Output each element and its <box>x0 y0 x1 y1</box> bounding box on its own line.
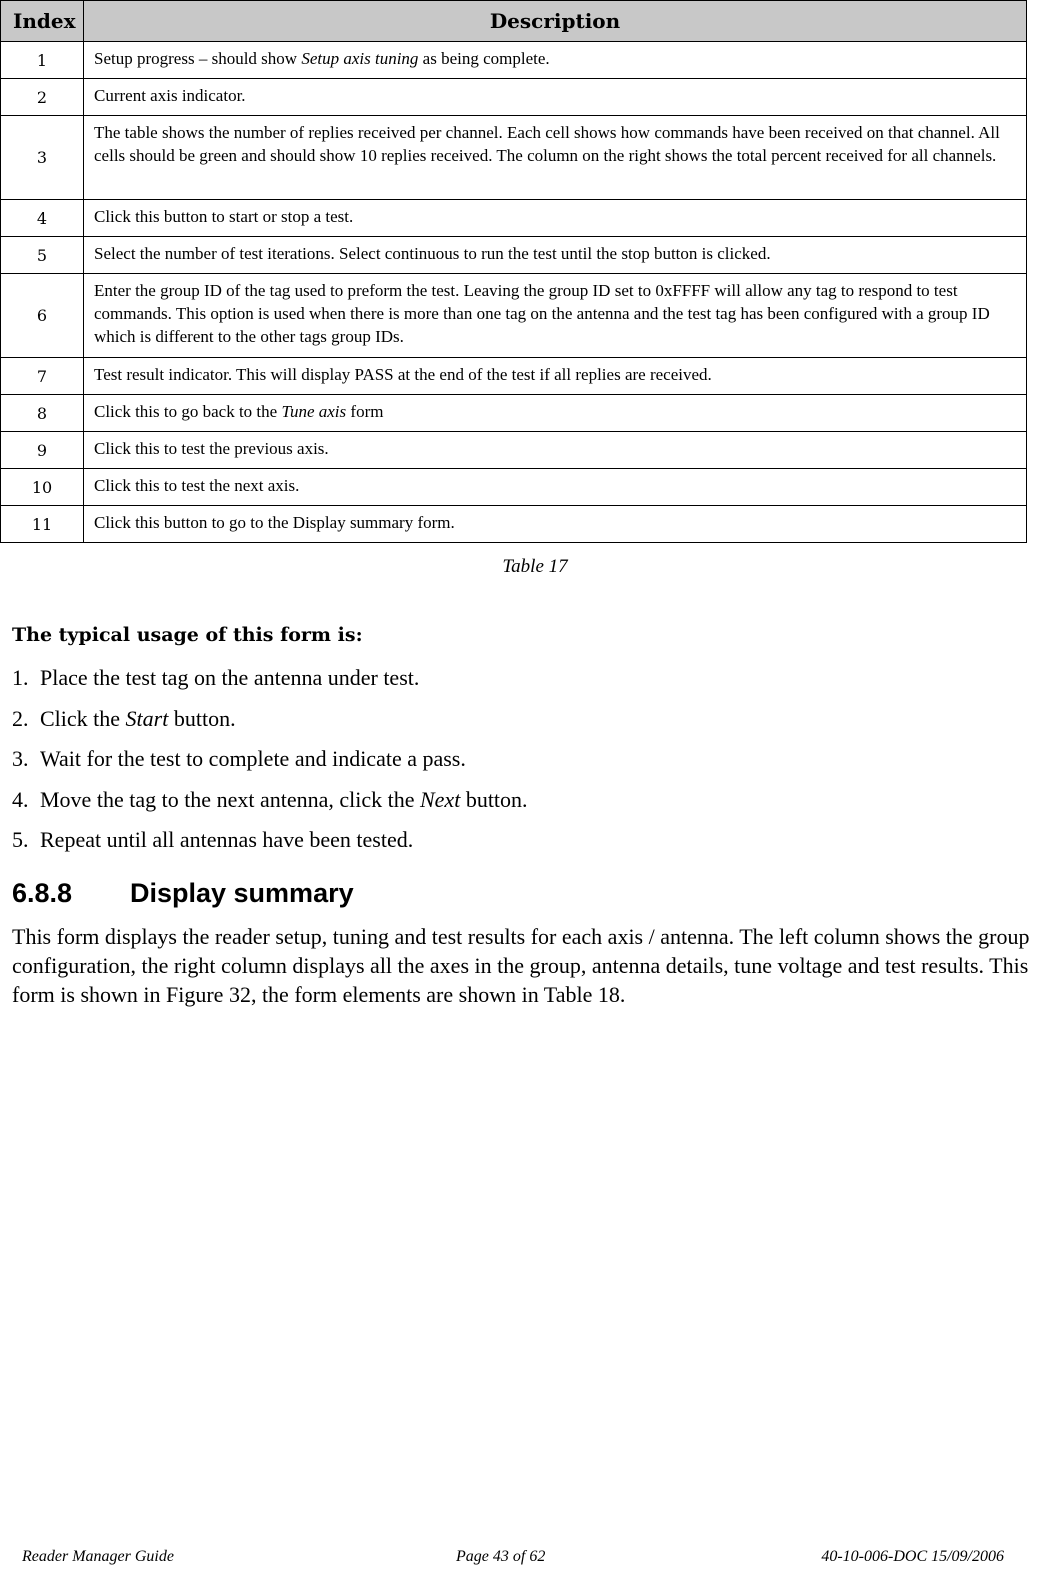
table-row <box>1 237 1027 274</box>
list-item <box>12 745 528 786</box>
section-title: Display summary <box>130 878 354 908</box>
row-description: Click this to test the next axis. <box>84 469 1027 506</box>
section-body: This form displays the reader setup, tuning and test results for each axis / antenna. The left column shows the group configuration, the right column displays all the axes in the group, antenna details, tune voltage and test results. This form is shown in Figure 32, the form elements are shown in Table 18. <box>12 924 1030 1007</box>
footer-doc-title: Reader Manager Guide <box>22 1548 174 1565</box>
row-index: 1 <box>1 42 84 79</box>
table-header-row <box>1 1 1027 42</box>
description-column-header: Description <box>84 1 1027 42</box>
row-index: 10 <box>1 469 84 506</box>
row-description: The table shows the number of replies received per channel. Each cell shows how commands have been received on that channel. All cells should be green and should show 10 replies received. The column on the right shows the total percent received for all channels. <box>84 116 1027 200</box>
form-elements-table <box>0 0 1027 543</box>
footer-page-number: Page 43 of 62 <box>456 1548 546 1565</box>
table-row <box>1 395 1027 432</box>
table-row <box>1 274 1027 358</box>
row-description: Select the number of test iterations. Select continuous to run the test until the stop button is clicked. <box>84 237 1027 274</box>
row-description: Test result indicator. This will display PASS at the end of the test if all replies are received. <box>84 358 1027 395</box>
row-description: Enter the group ID of the tag used to preform the test. Leaving the group ID set to 0xFFFF will allow any tag to respond to test commands. This option is used when there is more than one tag on the antenna and the test tag has been configured with a group ID which is different to the other tags group IDs. <box>84 274 1027 358</box>
table-row <box>1 358 1027 395</box>
row-index: 11 <box>1 506 84 543</box>
row-index: 6 <box>1 274 84 358</box>
table-row <box>1 506 1027 543</box>
row-description: Click this to go back to the Tune axis form <box>84 395 1027 432</box>
section-number: 6.8.8 <box>12 878 73 908</box>
table-caption: Table 17 <box>502 556 568 577</box>
row-index: 3 <box>1 116 84 200</box>
row-index: 9 <box>1 432 84 469</box>
row-index: 7 <box>1 358 84 395</box>
step-number: 5. <box>12 827 29 852</box>
row-index: 5 <box>1 237 84 274</box>
table-row <box>1 116 1027 200</box>
list-item <box>12 826 528 867</box>
step-text: Repeat until all antennas have been tested. <box>40 827 414 852</box>
table-row <box>1 469 1027 506</box>
step-number: 4. <box>12 786 29 812</box>
step-text: Place the test tag on the antenna under test. <box>40 665 420 690</box>
footer-doc-id: 40-10-006-DOC 15/09/2006 <box>821 1548 1004 1565</box>
step-number: 2. <box>12 705 29 731</box>
row-description: Click this button to start or stop a test. <box>84 200 1027 237</box>
index-column-header: Index <box>1 1 84 42</box>
table-row <box>1 200 1027 237</box>
step-number: 1. <box>12 665 29 690</box>
row-description: Click this to test the previous axis. <box>84 432 1027 469</box>
table-row <box>1 42 1027 79</box>
usage-heading: The typical usage of this form is: <box>12 624 363 646</box>
section-heading <box>12 878 354 909</box>
row-index: 4 <box>1 200 84 237</box>
list-item: 4. Move the tag to the next antenna, click the Next button. <box>12 786 528 812</box>
row-description: Setup progress – should show Setup axis tuning as being complete. <box>84 42 1027 79</box>
row-description: Current axis indicator. <box>84 79 1027 116</box>
list-item <box>12 664 528 705</box>
table-row <box>1 79 1027 116</box>
list-item: 2. Click the Start button. <box>12 705 236 731</box>
table-row <box>1 432 1027 469</box>
step-number: 3. <box>12 746 29 771</box>
step-text: Wait for the test to complete and indicate a pass. <box>40 746 466 771</box>
row-index: 8 <box>1 395 84 432</box>
row-description: Click this button to go to the Display summary form. <box>84 506 1027 543</box>
usage-steps-list <box>12 664 528 867</box>
row-index: 2 <box>1 79 84 116</box>
